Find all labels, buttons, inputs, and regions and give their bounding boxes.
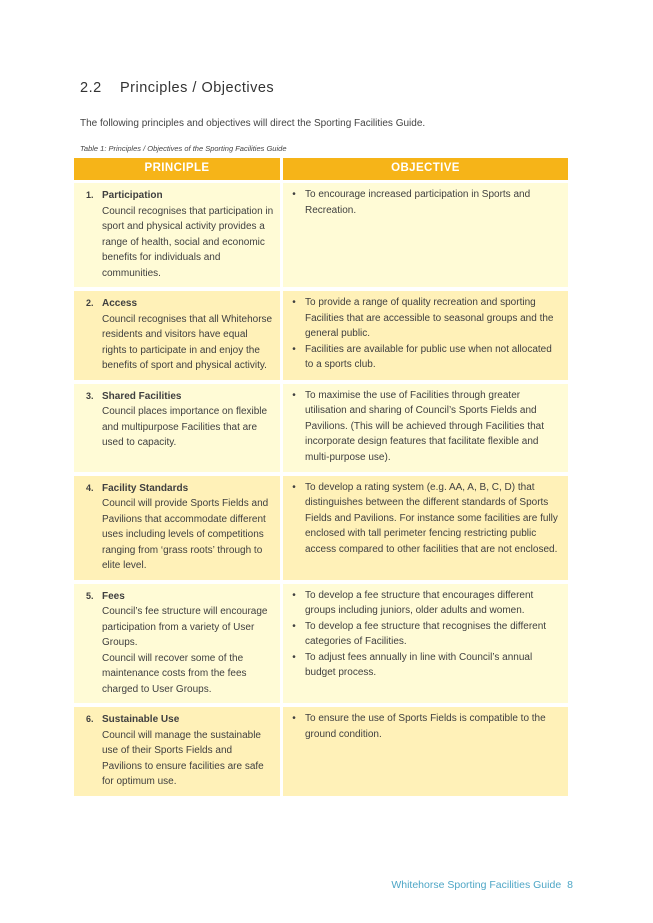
table-header-row (74, 158, 568, 180)
table-row (74, 180, 568, 287)
principle-title: Access (102, 298, 138, 309)
footer-title: Whitehorse Sporting Facilities Guide (391, 879, 562, 891)
table-row (74, 472, 568, 580)
objective-header: OBJECTIVE (283, 158, 568, 180)
objective-item: • To adjust fees annually in line with Council’s annual budget process. (283, 650, 562, 681)
principle-header: PRINCIPLE (74, 158, 283, 180)
objective-cell (283, 287, 568, 380)
page-footer (391, 879, 573, 891)
bullet-icon: • (292, 620, 296, 632)
bullet-icon: • (292, 481, 296, 493)
principle-text: Council places importance on flexible and multipurpose Facilities that are used to capacity. (102, 406, 268, 448)
principle-title: Sustainable Use (102, 714, 180, 725)
section-title: Principles / Objectives (120, 80, 275, 96)
objective-cell (283, 380, 568, 472)
principle-number: 1. (86, 190, 94, 200)
objective-cell (283, 472, 568, 580)
principle-cell (74, 180, 283, 287)
intro-text: The following principles and objectives will direct the Sporting Facilities Guide. (80, 118, 426, 129)
principle-cell (74, 287, 283, 380)
objective-item: • To develop a fee structure that encourages different groups including juniors, older adults and women. (283, 588, 562, 619)
principle-cell (74, 380, 283, 472)
principle-number: 4. (86, 482, 94, 493)
principle-title: Facility Standards (102, 482, 189, 494)
bullet-icon: • (292, 297, 296, 308)
objective-item: • To develop a rating system (e.g. AA, A, B, C, D) that distinguishes between the different standards of Sports Fields and Pavilions. For instance some facilities are fully enclosed with tall perimeter fencing restricting public access compared to other facilities that are not enclosed. (283, 480, 562, 558)
section-heading (80, 80, 274, 96)
section-number: 2.2 (80, 80, 102, 96)
page-number: 8 (567, 879, 573, 891)
principle-cell (74, 472, 283, 580)
objective-item: • To encourage increased participation in Sports and Recreation. (283, 187, 562, 218)
table-row (74, 703, 568, 796)
bullet-icon: • (292, 589, 296, 601)
table-row (74, 287, 568, 380)
principle-text: Council will manage the sustainable use of their Sports Fields and Pavilions to ensure facilities are safe for optimum use. (102, 729, 264, 787)
principle-text: Council will provide Sports Fields and Pavilions that accommodate different uses including levels of competitions ranging from ‘grass roots’ through to elite level. (102, 498, 269, 571)
principle-number: 3. (86, 390, 94, 401)
principle-cell (74, 580, 283, 704)
objective-item: • To develop a fee structure that recognises the different categories of Facilities. (283, 619, 562, 650)
principle-number: 6. (86, 714, 94, 724)
objective-cell (283, 180, 568, 287)
objective-item: • To ensure the use of Sports Fields is compatible to the ground condition. (283, 711, 562, 742)
principle-text: Council recognises that all Whitehorse residents and visitors have equal rights to participate in and enjoy the benefits of sport and physical activity. (102, 313, 273, 371)
objective-cell (283, 703, 568, 796)
objective-item: • To maximise the use of Facilities through greater utilisation and sharing of Council’s Sports Fields and Pavilions. (This will be achieved through Facilities that incorporate design features that facilitate flexible and multi-purpose use). (283, 388, 562, 466)
bullet-icon: • (292, 651, 296, 663)
principle-title: Participation (102, 190, 163, 201)
table-caption: Table 1: Principles / Objectives of the Sporting Facilities Guide (80, 144, 287, 153)
table-row (74, 580, 568, 704)
objective-item: • To provide a range of quality recreation and sporting Facilities that are accessible to seasonal groups and the general public. (283, 295, 562, 342)
bullet-icon: • (292, 713, 296, 724)
table-row (74, 380, 568, 472)
objective-cell (283, 580, 568, 704)
objective-item: • Facilities are available for public use when not allocated to a sports club. (283, 342, 562, 373)
principle-cell (74, 703, 283, 796)
principle-number: 2. (86, 298, 94, 308)
principle-text: Council recognises that participation in sport and physical activity provides a range of health, social and economic benefits for individuals and communities. (102, 205, 274, 279)
principle-number: 5. (86, 590, 94, 601)
bullet-icon: • (292, 189, 296, 200)
principle-title: Fees (102, 590, 125, 602)
bullet-icon: • (292, 343, 296, 355)
principle-text: Council will recover some of the maintenance costs from the fees charged to User Groups. (102, 652, 247, 695)
principle-title: Shared Facilities (102, 390, 182, 402)
principles-table (74, 158, 568, 796)
bullet-icon: • (292, 389, 296, 401)
principle-text: Council’s fee structure will encourage participation from a variety of User Groups. (102, 606, 268, 648)
